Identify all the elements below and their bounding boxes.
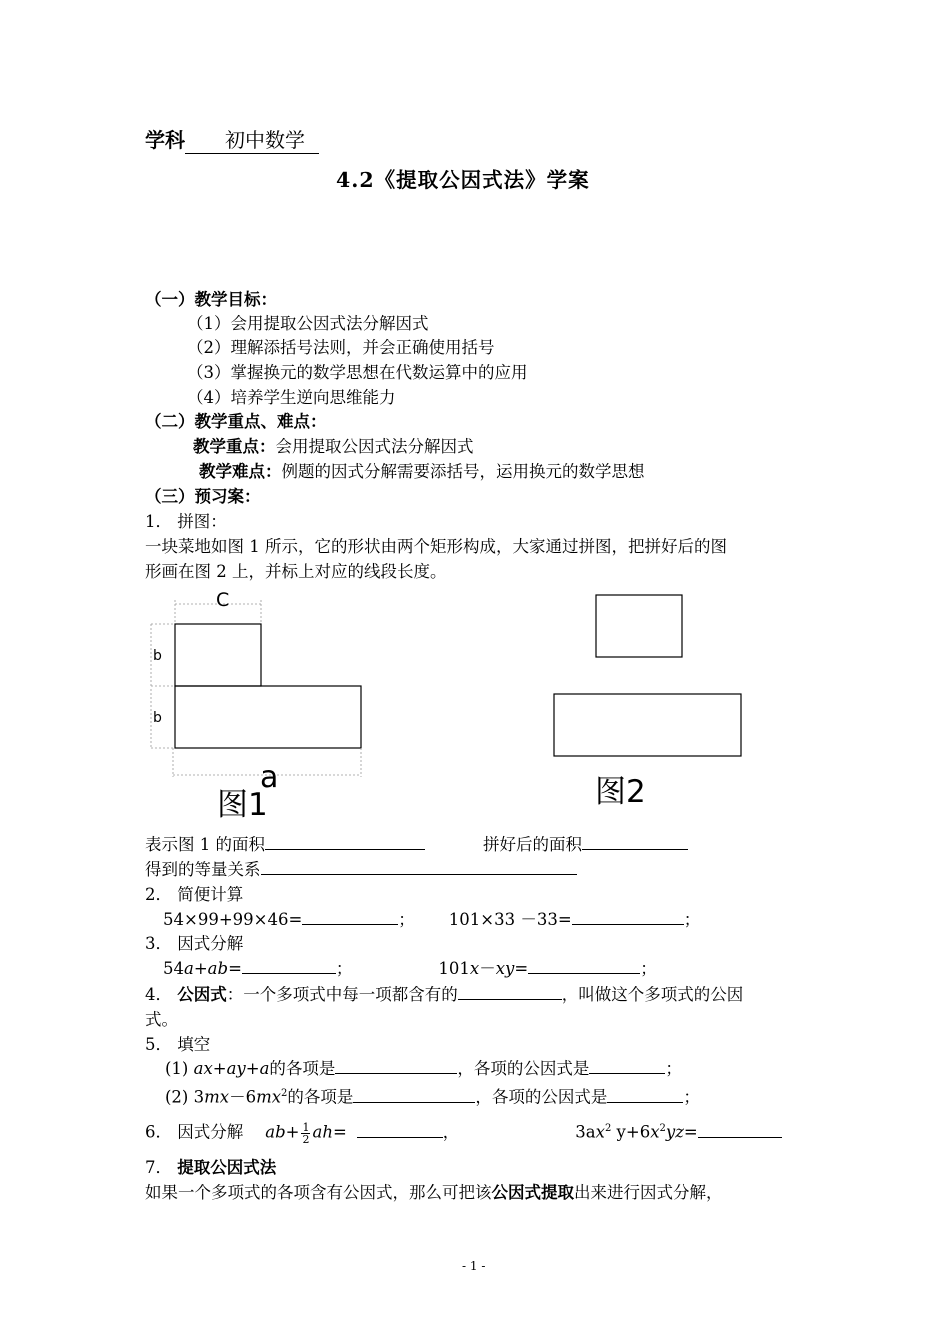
q3-blank-2[interactable] xyxy=(528,959,640,974)
label-a: a xyxy=(260,760,279,795)
q3-blank-1[interactable] xyxy=(242,959,336,974)
section2-heading: （二）教学重点、难点： xyxy=(145,412,327,431)
q6-blank-1[interactable] xyxy=(357,1123,443,1138)
fig1-small-rect xyxy=(175,624,261,686)
page-number: - 1 - xyxy=(462,1259,486,1273)
fraction-one-half: $\frac{1}{2}$ xyxy=(302,1120,310,1146)
subject-line xyxy=(145,124,319,154)
q4-blank[interactable] xyxy=(458,985,562,1000)
objective-1: （1）会用提取公因式法分解因式 xyxy=(187,314,429,333)
figure-1 xyxy=(151,589,361,823)
q5-line-2: (2) $3mx-6mx^2$的各项是 ，各项的公因式是 ； xyxy=(165,1087,700,1107)
fig1-large-rect xyxy=(175,686,361,748)
label-c: C xyxy=(216,589,230,611)
label-b-top: b xyxy=(153,648,162,664)
q2-blank-2[interactable] xyxy=(572,910,684,925)
area-blank-1[interactable] xyxy=(265,835,425,850)
q2-exprs: 54×99+99×46= ； 101×33 －33= ； xyxy=(163,910,701,929)
q3-exprs: 54a+ab= ； 101x－xy= ； xyxy=(163,959,657,978)
q5-blank-1[interactable] xyxy=(335,1059,457,1074)
fig2-small-rect xyxy=(596,595,682,657)
q5-blank-4[interactable] xyxy=(607,1088,683,1103)
q1-text-1: 一块菜地如图 1 所示，它的形状由两个矩形构成，大家通过拼图，把拼好后的图 xyxy=(145,537,727,556)
subject-label: 学科 xyxy=(145,128,185,152)
objective-2: （2）理解添括号法则，并会正确使用括号 xyxy=(187,338,495,357)
equal-line: 得到的等量关系 xyxy=(145,859,577,881)
q6-line: 6． 因式分解 ab+ $\frac{1}{2}$ ah= ， $3ax^2$ $y+6x^2yz=$ xyxy=(145,1118,782,1145)
fig1-caption: 图1 xyxy=(217,787,268,823)
q5-blank-2[interactable] xyxy=(589,1059,665,1074)
q7-text: 如果一个多项式的各项含有公因式，那么可把该公因式提取出来进行因式分解， xyxy=(145,1183,723,1202)
objective-3: （3）掌握换元的数学思想在代数运算中的应用 xyxy=(187,363,528,382)
fig2-caption: 图2 xyxy=(595,774,646,810)
q5-title: 5． 填空 xyxy=(145,1035,211,1054)
q2-blank-1[interactable] xyxy=(302,910,398,925)
q4-line-2: 式。 xyxy=(145,1010,178,1029)
area-line: 表示图 1 的面积 拼好后的面积 xyxy=(145,834,688,856)
q6-blank-2[interactable] xyxy=(698,1123,782,1138)
q5-blank-3[interactable] xyxy=(353,1088,475,1103)
q3-title: 3． 因式分解 xyxy=(145,934,244,953)
section3-heading: （三）预习案： xyxy=(145,487,261,506)
page-title: 4.2《提取公因式法》学案 xyxy=(336,168,590,192)
section1-heading: （一）教学目标： xyxy=(145,290,277,309)
fig2-large-rect xyxy=(554,694,741,756)
q4-line-1: 4． 公因式：一个多项式中每一项都含有的 ，叫做这个多项式的公因 xyxy=(145,985,744,1004)
equal-blank[interactable] xyxy=(261,860,577,875)
key-point: 教学重点：会用提取公因式法分解因式 xyxy=(193,437,474,456)
q1-text-2: 形画在图 2 上，并标上对应的线段长度。 xyxy=(145,562,447,581)
label-b-bottom: b xyxy=(153,710,162,726)
figure-2 xyxy=(554,595,741,810)
q7-title: 7． 提取公因式法 xyxy=(145,1158,277,1177)
objective-4: （4）培养学生逆向思维能力 xyxy=(187,388,396,407)
subject-value: 初中数学 xyxy=(185,124,319,154)
difficult-point: 教学难点：例题的因式分解需要添括号，运用换元的数学思想 xyxy=(199,462,645,481)
fig1-dimension-lines xyxy=(151,600,361,777)
area-blank-2[interactable] xyxy=(582,835,688,850)
figures xyxy=(0,585,950,825)
q1-title: 1． 拼图： xyxy=(145,512,227,531)
q5-line-1: (1) ax+ay+a的各项是 ，各项的公因式是 ； xyxy=(165,1059,682,1078)
q2-title: 2． 简便计算 xyxy=(145,885,244,904)
